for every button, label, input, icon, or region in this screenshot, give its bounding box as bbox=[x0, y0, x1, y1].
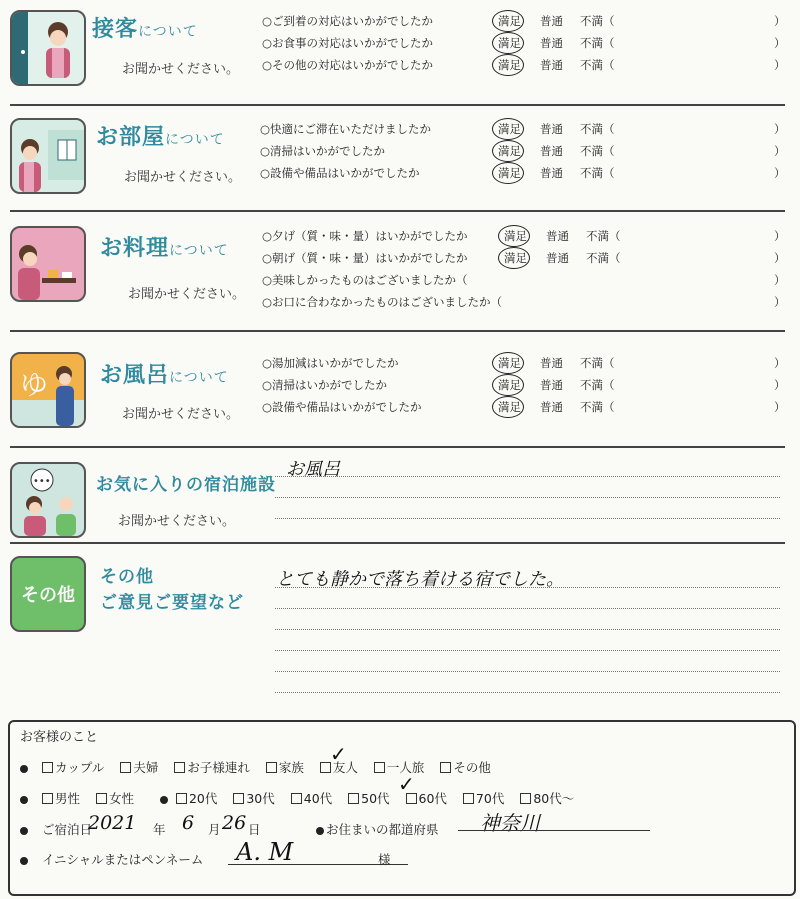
question-text: ○ご到着の対応はいかがでしたか bbox=[262, 14, 434, 28]
cuisine-title-main: お料理 bbox=[100, 236, 170, 261]
prefecture-label-group bbox=[316, 820, 439, 838]
rating-normal[interactable]: 普通 bbox=[540, 58, 563, 72]
selected-circle-icon bbox=[492, 162, 524, 184]
question-text: ○設備や備品はいかがでしたか bbox=[262, 400, 422, 414]
service-question-2 bbox=[262, 35, 433, 53]
close-paren: ） bbox=[774, 122, 786, 136]
room-question-1 bbox=[260, 121, 431, 139]
bullet bbox=[20, 765, 28, 773]
bath-question-3 bbox=[262, 399, 422, 417]
room-title bbox=[96, 120, 225, 151]
name-value[interactable]: A. M bbox=[236, 838, 294, 866]
cuisine-question-3 bbox=[262, 272, 468, 290]
age-option[interactable]: 40代 bbox=[291, 789, 332, 807]
stay-day[interactable]: 26 bbox=[222, 812, 247, 834]
selected-circle-icon bbox=[498, 247, 530, 269]
name-row bbox=[20, 850, 203, 868]
rating-good[interactable]: 満足 bbox=[498, 356, 521, 370]
companion-option[interactable]: 家族 bbox=[266, 758, 304, 776]
other-icon-label: その他 bbox=[21, 585, 75, 606]
rating-good[interactable]: 満足 bbox=[498, 36, 521, 50]
question-text: ○その他の対応はいかがでしたか bbox=[262, 58, 434, 72]
bath-question-1 bbox=[262, 355, 399, 373]
favorite-answer[interactable]: お風呂 bbox=[286, 459, 340, 480]
staff-bath-icon bbox=[12, 354, 84, 426]
name-suffix: 様 bbox=[378, 852, 391, 867]
question-text: ○朝げ（質・味・量）はいかがでしたか bbox=[262, 251, 468, 265]
cuisine-subtitle: お聞かせください。 bbox=[128, 287, 246, 302]
rating-bad[interactable]: 不満（ bbox=[580, 14, 615, 28]
bullet bbox=[160, 796, 168, 804]
bath-glyph: ゆ bbox=[20, 368, 49, 401]
bath-subtitle: お聞かせください。 bbox=[122, 407, 240, 422]
staff-room-icon bbox=[12, 120, 84, 192]
customer-title: お客様のこと bbox=[20, 730, 99, 745]
bullet bbox=[20, 796, 28, 804]
year-label: 年 bbox=[153, 822, 166, 837]
bullet bbox=[20, 857, 28, 865]
customer-box bbox=[8, 720, 796, 896]
age-option[interactable]: 60代 bbox=[406, 789, 447, 807]
checkmark-icon: ✓ bbox=[330, 742, 347, 766]
rating-bad[interactable]: 不満（ bbox=[586, 229, 621, 243]
rating-bad[interactable]: 不満（ bbox=[580, 356, 615, 370]
selected-circle-icon bbox=[492, 32, 524, 54]
rating-bad[interactable]: 不満（ bbox=[580, 378, 615, 392]
staff-door-icon bbox=[12, 12, 84, 84]
gender-age-row bbox=[20, 789, 586, 807]
rating-bad[interactable]: 不満（ bbox=[586, 251, 621, 265]
age-option[interactable]: 20代 bbox=[176, 789, 217, 807]
question-text: ○美味しかったものはございましたか（ bbox=[262, 273, 468, 287]
favorite-subtitle: お聞かせください。 bbox=[118, 514, 236, 529]
close-paren: ） bbox=[774, 58, 786, 72]
answer-line bbox=[275, 608, 780, 609]
room-question-2 bbox=[260, 143, 385, 161]
favorite-title bbox=[96, 470, 276, 495]
room-title-small: について bbox=[165, 132, 225, 148]
rating-bad[interactable]: 不満（ bbox=[580, 144, 615, 158]
other-title-line1: その他 bbox=[100, 567, 154, 587]
question-text: ○お食事の対応はいかがでしたか bbox=[262, 36, 434, 50]
rating-good[interactable]: 満足 bbox=[504, 229, 527, 243]
rating-bad[interactable]: 不満（ bbox=[580, 58, 615, 72]
close-paren: ） bbox=[774, 273, 786, 287]
stay-date-label: ご宿泊日 bbox=[41, 822, 92, 837]
question-text: ○夕げ（質・味・量）はいかがでしたか bbox=[262, 229, 468, 243]
service-title bbox=[92, 12, 198, 43]
bath-question-2 bbox=[262, 377, 387, 395]
rating-normal[interactable]: 普通 bbox=[540, 144, 563, 158]
rating-normal[interactable]: 普通 bbox=[540, 166, 563, 180]
selected-circle-icon bbox=[492, 352, 524, 374]
month-label: 月 bbox=[208, 822, 221, 837]
companion-option[interactable]: 一人旅 bbox=[374, 758, 425, 776]
room-subtitle: お聞かせください。 bbox=[124, 170, 242, 185]
room-question-3 bbox=[260, 165, 420, 183]
rating-normal[interactable]: 普通 bbox=[540, 356, 563, 370]
close-paren: ） bbox=[774, 295, 786, 309]
close-paren: ） bbox=[774, 400, 786, 414]
service-title-small: について bbox=[138, 24, 198, 40]
rating-normal[interactable]: 普通 bbox=[540, 400, 563, 414]
other-answer[interactable]: とても静かで落ち着ける宿でした。 bbox=[276, 569, 564, 590]
service-title-main: 接客 bbox=[92, 17, 139, 42]
divider bbox=[10, 210, 785, 212]
cuisine-title bbox=[100, 231, 229, 262]
divider bbox=[10, 542, 785, 544]
rating-normal[interactable]: 普通 bbox=[546, 251, 569, 265]
close-paren: ） bbox=[774, 36, 786, 50]
bath-title bbox=[100, 358, 229, 389]
rating-bad[interactable]: 不満（ bbox=[580, 166, 615, 180]
close-paren: ） bbox=[774, 356, 786, 370]
stay-row bbox=[20, 820, 92, 838]
close-paren: ） bbox=[774, 251, 786, 265]
rating-good[interactable]: 満足 bbox=[498, 14, 521, 28]
answer-line bbox=[275, 671, 780, 672]
answer-line bbox=[275, 497, 780, 498]
answer-line bbox=[275, 629, 780, 630]
companion-option-checked[interactable]: 友人 bbox=[320, 758, 358, 776]
bath-icon bbox=[10, 352, 86, 428]
stay-year[interactable]: 2021 bbox=[88, 812, 137, 834]
question-text: ○お口に合わなかったものはございましたか（ bbox=[262, 295, 503, 309]
close-paren: ） bbox=[774, 229, 786, 243]
rating-normal[interactable]: 普通 bbox=[540, 14, 563, 28]
rating-bad[interactable]: 不満（ bbox=[580, 122, 615, 136]
question-text: ○設備や備品はいかがでしたか bbox=[260, 166, 420, 180]
prefecture-label: お住まいの都道府県 bbox=[326, 822, 439, 837]
answer-line bbox=[275, 650, 780, 651]
selected-circle-icon bbox=[492, 374, 524, 396]
bullet bbox=[316, 827, 324, 835]
prefecture-value[interactable]: 神奈川 bbox=[480, 811, 540, 835]
cuisine-question-2 bbox=[262, 250, 468, 268]
companion-option[interactable]: 夫婦 bbox=[120, 758, 158, 776]
prefecture-underline bbox=[458, 830, 650, 831]
room-title-main: お部屋 bbox=[96, 125, 166, 150]
question-text: ○湯加減はいかがでしたか bbox=[262, 356, 399, 370]
companion-option[interactable]: その他 bbox=[440, 758, 491, 776]
selected-circle-icon bbox=[492, 118, 524, 140]
day-label: 日 bbox=[248, 822, 261, 837]
service-icon bbox=[10, 10, 86, 86]
service-question-1 bbox=[262, 13, 433, 31]
rating-good[interactable]: 満足 bbox=[498, 378, 521, 392]
selected-circle-icon bbox=[492, 54, 524, 76]
service-question-3 bbox=[262, 57, 433, 75]
other-icon bbox=[10, 556, 86, 632]
close-paren: ） bbox=[774, 144, 786, 158]
question-text: ○清掃はいかがでしたか bbox=[262, 378, 388, 392]
checkmark-icon: ✓ bbox=[398, 772, 415, 796]
cuisine-title-small: について bbox=[169, 243, 229, 259]
close-paren: ） bbox=[774, 378, 786, 392]
staff-food-icon bbox=[12, 228, 84, 302]
rating-good[interactable]: 満足 bbox=[498, 144, 521, 158]
close-paren: ） bbox=[774, 14, 786, 28]
rating-bad[interactable]: 不満（ bbox=[580, 36, 615, 50]
favorite-icon bbox=[10, 462, 86, 538]
divider bbox=[10, 446, 785, 448]
cuisine-question-4 bbox=[262, 294, 502, 312]
companion-option[interactable]: カップル bbox=[42, 758, 104, 776]
bath-title-small: について bbox=[169, 370, 229, 386]
cuisine-question-1 bbox=[262, 228, 468, 246]
answer-line bbox=[275, 476, 780, 477]
rating-good[interactable]: 満足 bbox=[504, 251, 527, 265]
answer-line bbox=[275, 518, 780, 519]
age-option[interactable]: 30代 bbox=[233, 789, 274, 807]
answer-line bbox=[275, 587, 780, 588]
bullet bbox=[20, 827, 28, 835]
rating-normal[interactable]: 普通 bbox=[540, 122, 563, 136]
speech-glyph: ••• bbox=[33, 476, 51, 487]
rating-good[interactable]: 満足 bbox=[498, 166, 521, 180]
rating-normal[interactable]: 普通 bbox=[540, 378, 563, 392]
age-option[interactable]: 70代 bbox=[463, 789, 504, 807]
rating-normal[interactable]: 普通 bbox=[540, 36, 563, 50]
close-paren: ） bbox=[774, 166, 786, 180]
divider bbox=[10, 104, 785, 106]
cuisine-icon bbox=[10, 226, 86, 302]
rating-good[interactable]: 満足 bbox=[498, 122, 521, 136]
question-text: ○快適にご滞在いただけましたか bbox=[260, 122, 432, 136]
other-title-line2: ご意見ご要望など bbox=[100, 593, 244, 613]
selected-circle-icon bbox=[492, 140, 524, 162]
selected-circle-icon bbox=[492, 396, 524, 418]
name-underline bbox=[228, 864, 408, 865]
speech-bubble-icon bbox=[12, 464, 84, 536]
rating-good[interactable]: 満足 bbox=[498, 58, 521, 72]
name-label: イニシャルまたはペンネーム bbox=[41, 852, 204, 867]
gender-option[interactable]: 女性 bbox=[96, 789, 134, 807]
companion-option[interactable]: お子様連れ bbox=[174, 758, 250, 776]
divider bbox=[10, 330, 785, 332]
selected-circle-icon bbox=[498, 225, 530, 247]
stay-month[interactable]: 6 bbox=[182, 812, 195, 834]
room-icon bbox=[10, 118, 86, 194]
rating-good[interactable]: 満足 bbox=[498, 400, 521, 414]
rating-normal[interactable]: 普通 bbox=[546, 229, 569, 243]
rating-bad[interactable]: 不満（ bbox=[580, 400, 615, 414]
selected-circle-icon bbox=[492, 10, 524, 32]
service-subtitle: お聞かせください。 bbox=[122, 62, 240, 77]
age-option-checked[interactable]: 50代 bbox=[348, 789, 389, 807]
answer-line bbox=[275, 692, 780, 693]
companion-row bbox=[20, 758, 503, 776]
age-option[interactable]: 80代～ bbox=[520, 789, 574, 807]
gender-option[interactable]: 男性 bbox=[42, 789, 80, 807]
question-text: ○清掃はいかがでしたか bbox=[260, 144, 386, 158]
favorite-title-main: お気に入りの宿泊施設 bbox=[96, 475, 276, 495]
bath-title-main: お風呂 bbox=[100, 363, 170, 388]
